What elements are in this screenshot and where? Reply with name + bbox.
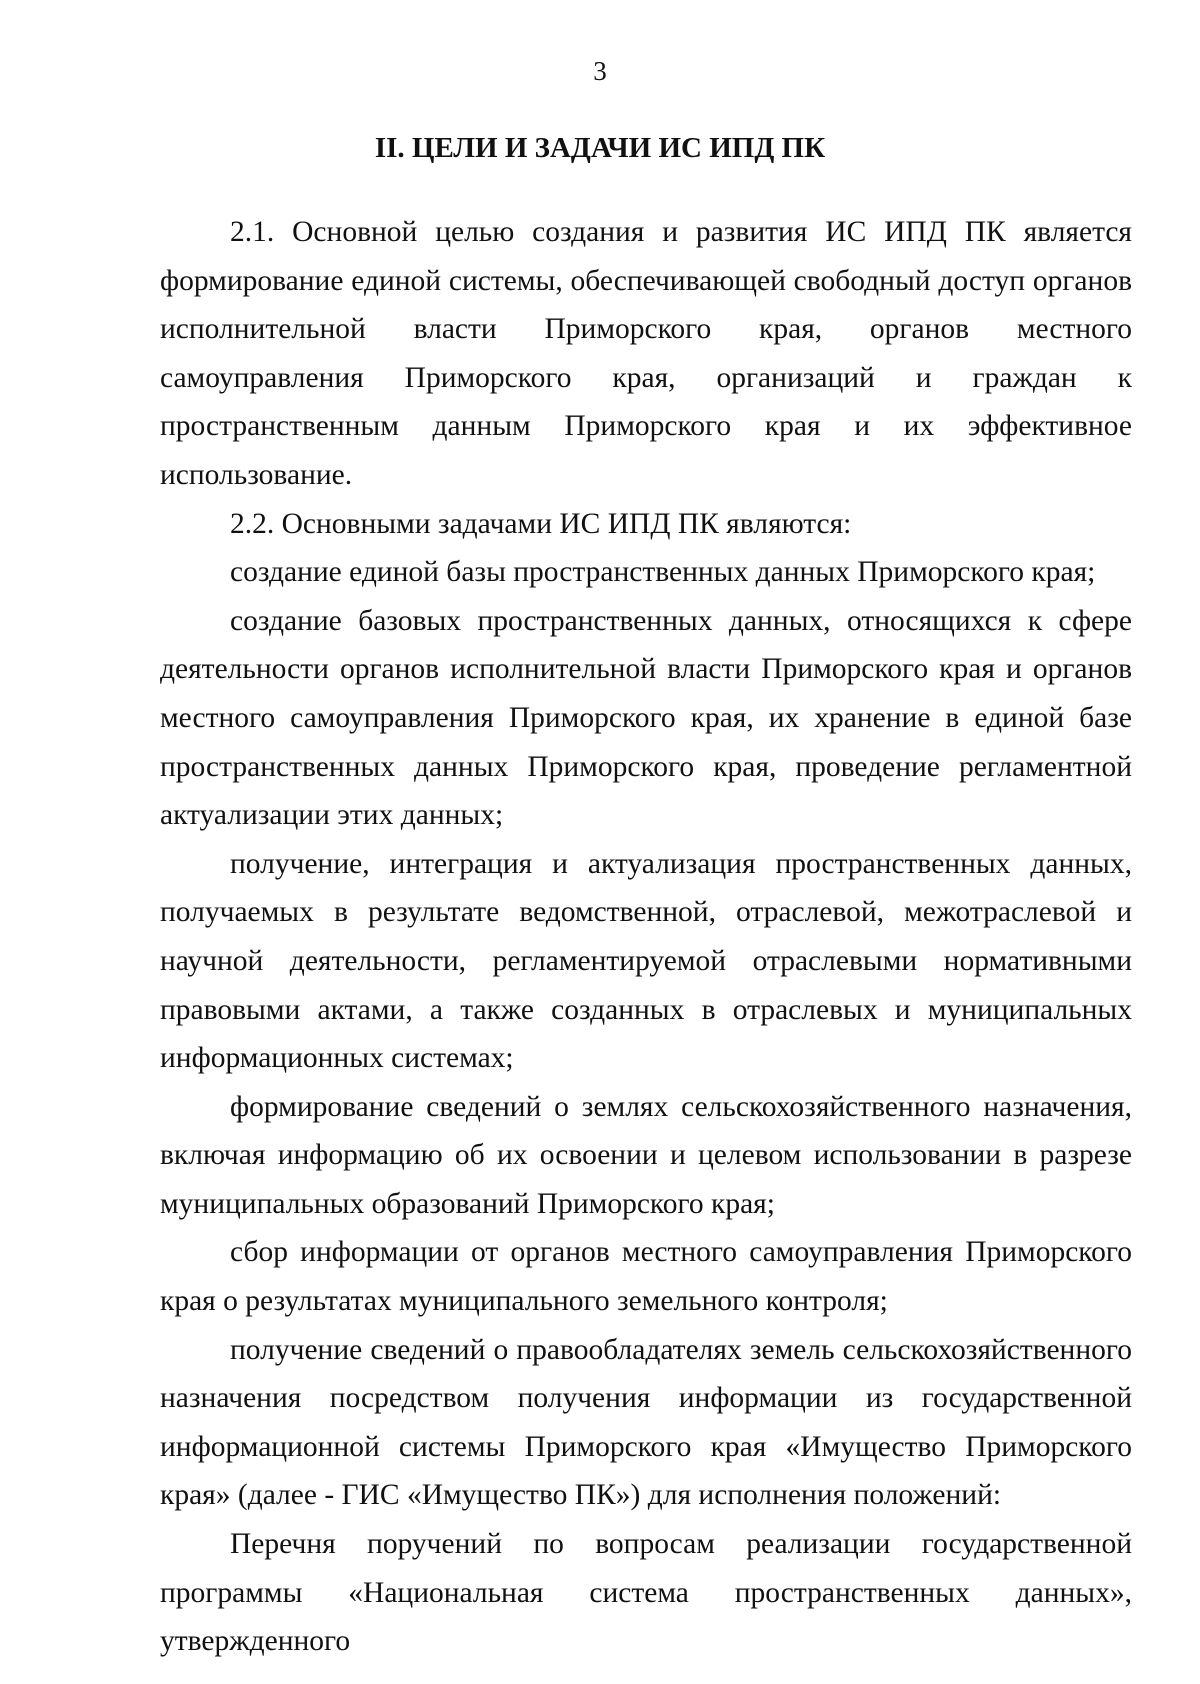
task-list-item: создание единой базы пространственных данных Приморского края; — [230, 556, 1096, 589]
page-number: 3 — [593, 56, 607, 86]
task-list-item: получение, интеграция и актуализация пространственных данных, получаемых в результате ведомственной, отраслевой, межотраслевой и научной деятельности, регламентируемой отраслевыми нормативными правовыми актами, а также созданных в отраслевых и муниципальных информационных системах; — [160, 847, 1132, 1075]
task-list-item: формирование сведений о землях сельскохозяйственного назначения, включая информацию об их освоении и целевом использовании в разрезе муниципальных образований Приморского края; — [160, 1090, 1132, 1220]
task-list-item: получение сведений о правообладателях земель сельскохозяйственного назначения посредством получения информации из государственной информационной системы Приморского края «Имущество Приморского края» (далее - ГИС «Имущество ПК») для исполнения положений: — [160, 1333, 1132, 1512]
paragraph-2-2: 2.2. Основными задачами ИС ИПД ПК являются: — [230, 507, 852, 540]
continued-paragraph: Перечня поручений по вопросам реализации государственной программы «Национальная система пространственных данных», утвержденного — [160, 1528, 1132, 1658]
section-heading: II. ЦЕЛИ И ЗАДАЧИ ИС ИПД ПК — [374, 132, 826, 164]
document-body — [160, 208, 1132, 1666]
task-list-item: создание базовых пространственных данных, относящихся к сфере деятельности органов исполнительной власти Приморского края и органов местного самоуправления Приморского края, их хранение в единой базе пространственных данных Приморского края, проведение регламентной актуализации этих данных; — [160, 604, 1132, 832]
paragraph-2-1: 2.1. Основной целью создания и развития ИС ИПД ПК является формирование единой системы, обеспечивающей свободный доступ органов исполнительной власти Приморского края, органов местного самоуправления Приморского края, организаций и граждан к пространственным данным Приморского края и их эффективное использование. — [160, 216, 1132, 491]
task-list-item: сбор информации от органов местного самоуправления Приморского края о результатах муниципального земельного контроля; — [160, 1236, 1132, 1318]
